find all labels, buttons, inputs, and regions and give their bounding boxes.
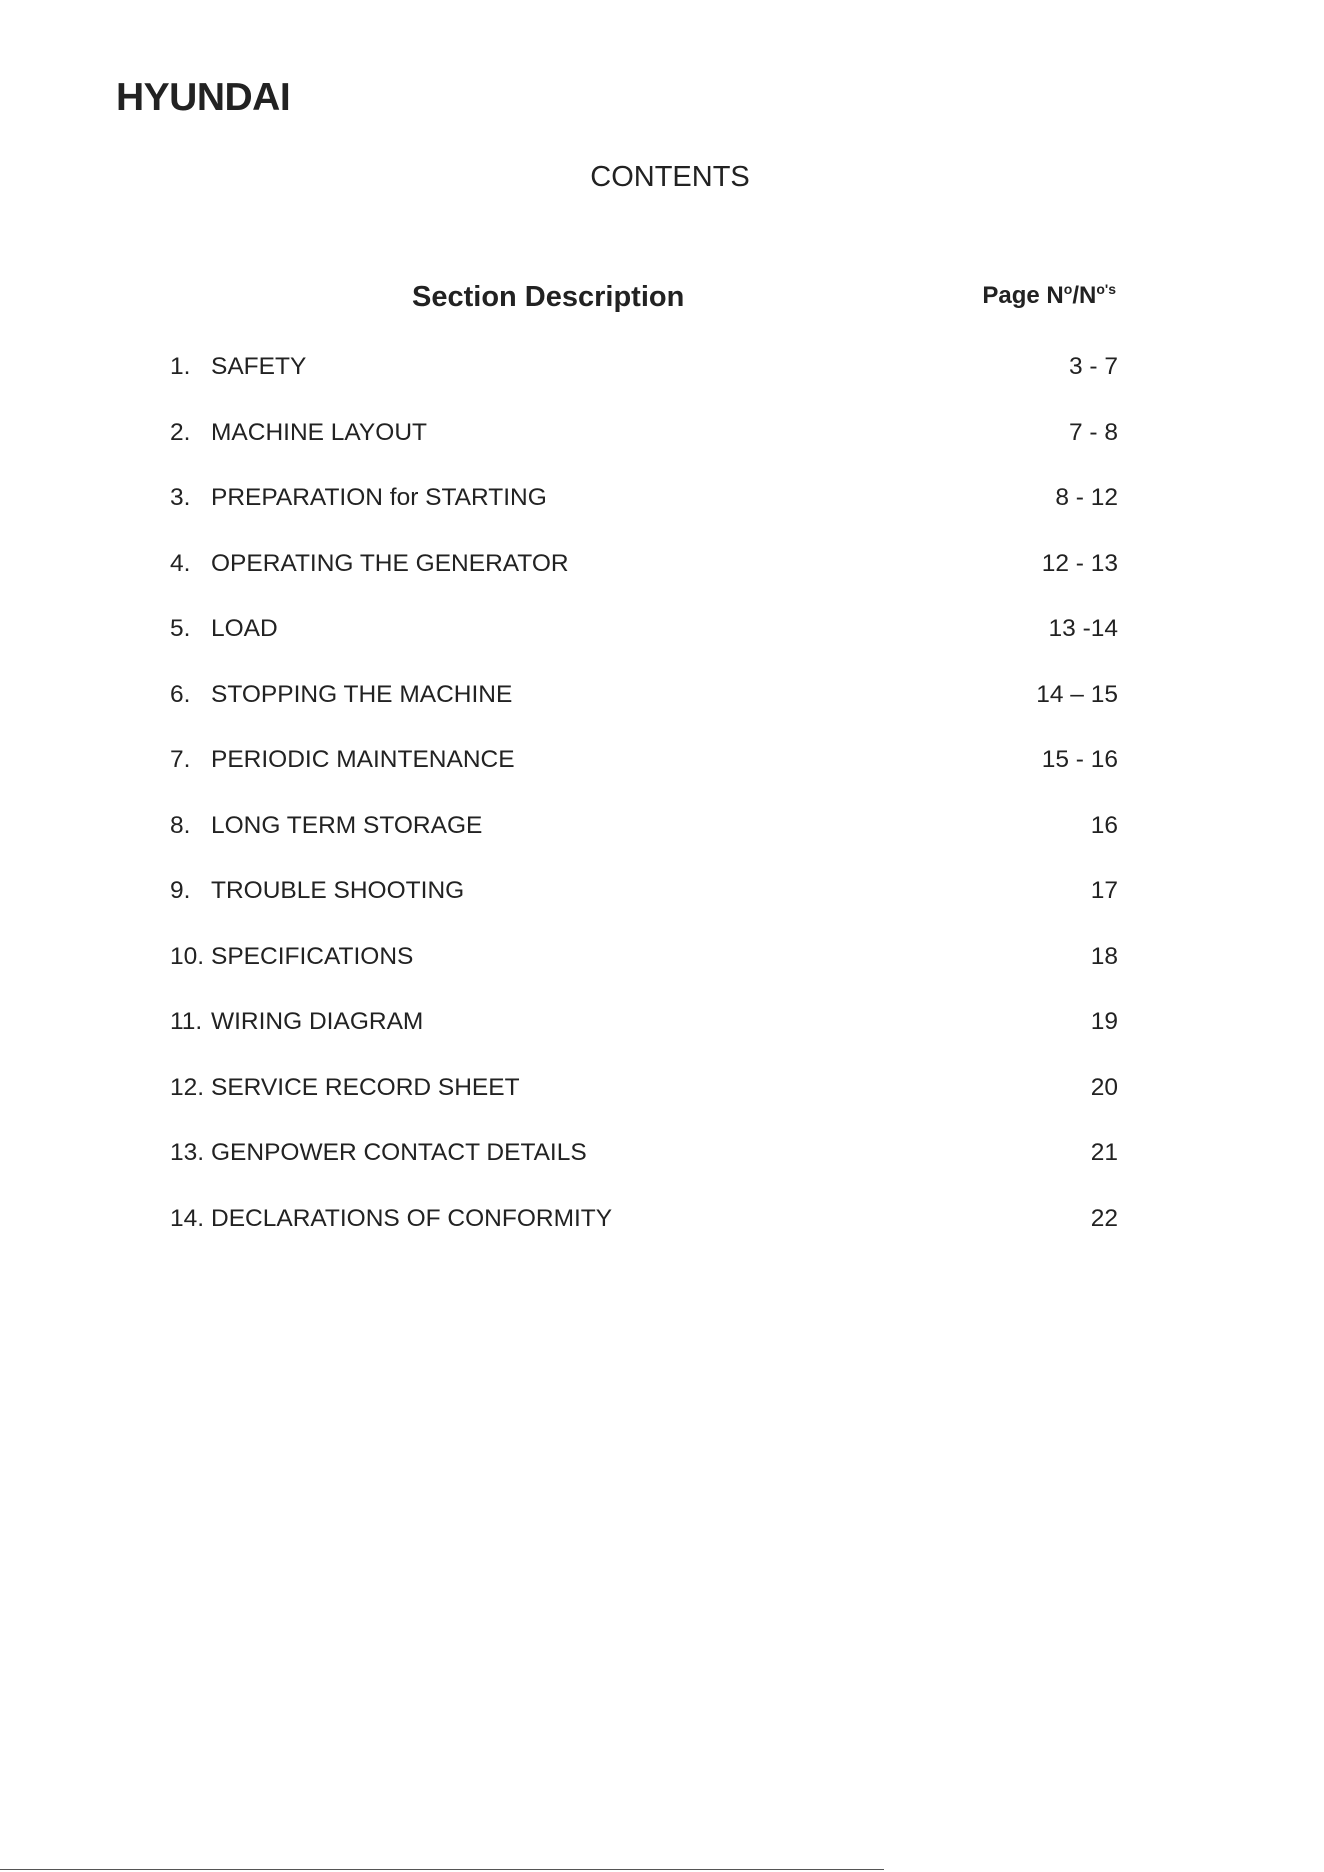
toc-entry[interactable] <box>170 1010 1118 1076</box>
toc-entry[interactable] <box>170 617 1118 683</box>
toc-entry-pages: 19 <box>1090 1008 1118 1035</box>
table-of-contents <box>170 355 1118 1272</box>
toc-entry-number: 2. <box>170 418 191 446</box>
bottom-rule <box>0 1869 884 1870</box>
toc-entry-number: 13. <box>170 1139 205 1166</box>
toc-entry-label <box>170 1141 587 1166</box>
toc-entry-label <box>170 811 483 839</box>
toc-entry[interactable] <box>170 418 1118 487</box>
toc-entry-pages: 18 <box>1090 942 1118 970</box>
toc-entry-title: SERVICE RECORD SHEET <box>211 1073 520 1101</box>
toc-entry-number: 12. <box>170 1073 205 1101</box>
page-header-mid: /N <box>1072 282 1097 309</box>
toc-entry-pages: 15 - 16 <box>1041 746 1118 773</box>
toc-entry-pages: 21 <box>1090 1139 1118 1166</box>
toc-entry-label <box>170 680 513 708</box>
toc-entry-number: 10. <box>170 942 205 970</box>
toc-entry-title: GENPOWER CONTACT DETAILS <box>211 1139 587 1166</box>
toc-entry-title: PERIODIC MAINTENANCE <box>211 746 515 773</box>
toc-entry[interactable] <box>170 1073 1118 1142</box>
toc-entry-number: 6. <box>170 680 191 708</box>
toc-entry-label <box>170 355 306 380</box>
toc-entry-number: 14. <box>170 1204 205 1232</box>
toc-entry-label <box>170 879 464 904</box>
toc-entry-label <box>170 1073 520 1101</box>
page-header-base: Page N <box>982 282 1064 309</box>
toc-entry-number: 9. <box>170 877 191 904</box>
toc-entry[interactable] <box>170 486 1118 552</box>
toc-entry-pages: 7 - 8 <box>1068 418 1118 446</box>
toc-entry-pages: 8 - 12 <box>1055 484 1118 511</box>
toc-entry-label <box>170 748 515 773</box>
toc-entry[interactable] <box>170 680 1118 749</box>
toc-entry-title: TROUBLE SHOOTING <box>211 877 465 904</box>
toc-entry-pages: 20 <box>1090 1073 1118 1101</box>
toc-entry-number: 11. <box>170 1008 203 1035</box>
toc-entry-label <box>170 942 414 970</box>
page-title: CONTENTS <box>590 161 750 193</box>
toc-entry-number: 5. <box>170 615 191 642</box>
toc-entry[interactable] <box>170 549 1118 618</box>
toc-entry-number: 3. <box>170 484 191 511</box>
toc-entry-pages: 13 -14 <box>1048 615 1118 642</box>
toc-entry[interactable] <box>170 1141 1118 1207</box>
toc-entry-number: 8. <box>170 811 191 839</box>
toc-entry-label <box>170 418 427 446</box>
toc-entry-number: 7. <box>170 746 191 773</box>
toc-entry-title: LONG TERM STORAGE <box>211 811 483 839</box>
toc-entry-title: WIRING DIAGRAM <box>211 1008 424 1035</box>
toc-entry-pages: 16 <box>1090 811 1118 839</box>
toc-entry-number: 1. <box>170 353 191 380</box>
toc-entry-title: SPECIFICATIONS <box>211 942 414 970</box>
toc-entry-title: SAFETY <box>211 353 307 380</box>
section-description-header: Section Description <box>412 281 685 313</box>
toc-entry-title: STOPPING THE MACHINE <box>211 680 513 708</box>
toc-entry-pages: 14 – 15 <box>1036 680 1118 708</box>
toc-entry[interactable] <box>170 879 1118 945</box>
toc-entry-title: PREPARATION for STARTING <box>211 484 547 511</box>
toc-entry[interactable] <box>170 748 1118 814</box>
toc-entry-label <box>170 549 569 577</box>
page-number-header <box>982 282 1116 308</box>
toc-entry-label <box>170 486 547 511</box>
hyundai-logo: HYUNDAI <box>116 76 291 119</box>
toc-entry[interactable] <box>170 811 1118 880</box>
toc-entry-label <box>170 1204 613 1232</box>
toc-entry-pages: 3 - 7 <box>1068 353 1118 380</box>
toc-entry-title: MACHINE LAYOUT <box>211 418 427 446</box>
toc-entry-pages: 12 - 13 <box>1041 549 1118 577</box>
toc-entry-number: 4. <box>170 549 191 577</box>
toc-entry[interactable] <box>170 1204 1118 1273</box>
toc-entry-title: LOAD <box>211 615 278 642</box>
toc-entry[interactable] <box>170 942 1118 1011</box>
toc-entry-title: OPERATING THE GENERATOR <box>211 549 569 577</box>
toc-entry[interactable] <box>170 355 1118 421</box>
toc-entry-label <box>170 1010 423 1035</box>
toc-entry-title: DECLARATIONS OF CONFORMITY <box>211 1204 613 1232</box>
page-header-sup-2: o's <box>1096 281 1116 297</box>
toc-entry-pages: 17 <box>1090 877 1118 904</box>
page-header-sup-1: o <box>1063 281 1073 297</box>
toc-entry-pages: 22 <box>1090 1204 1118 1232</box>
toc-entry-label <box>170 617 278 642</box>
